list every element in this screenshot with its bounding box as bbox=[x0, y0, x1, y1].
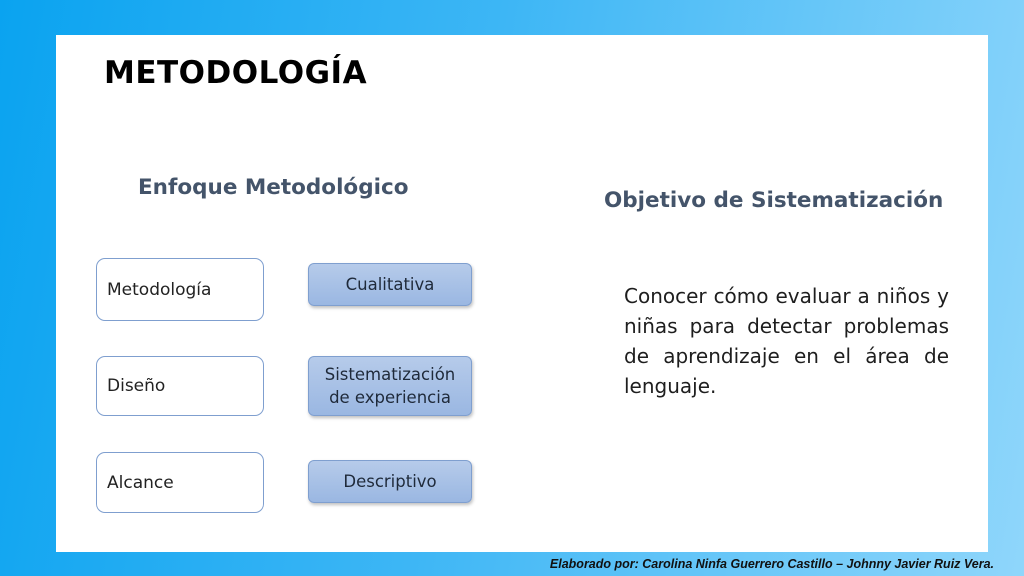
label-design: Diseño bbox=[107, 376, 166, 396]
value-descriptive: Descriptivo bbox=[343, 471, 437, 491]
methodological-approach-heading: Enfoque Metodológico bbox=[138, 175, 409, 200]
value-box-descriptive bbox=[308, 460, 472, 503]
value-qualitative: Cualitativa bbox=[345, 274, 435, 294]
slide-title: METODOLOGÍA bbox=[104, 55, 368, 91]
label-methodology: Metodología bbox=[107, 279, 212, 300]
slide-content bbox=[56, 35, 988, 552]
value-experience-systematization: Sistematización de experiencia bbox=[324, 364, 456, 407]
objective-text: Conocer cómo evaluar a niños y niñas para detectar problemas de aprendizaje en el área de lenguaje. bbox=[624, 284, 949, 398]
label-scope: Alcance bbox=[107, 472, 174, 493]
footer-credit: Elaborado por: Carolina Ninfa Guerrero Castillo – Johnny Javier Ruiz Vera. bbox=[549, 557, 994, 571]
label-box-scope bbox=[96, 452, 264, 513]
label-box-methodology bbox=[96, 258, 264, 321]
value-box-experience-systematization bbox=[308, 356, 472, 416]
systematization-objective-heading: Objetivo de Sistematización bbox=[604, 188, 944, 213]
value-box-qualitative bbox=[308, 263, 472, 306]
label-box-design bbox=[96, 356, 264, 416]
